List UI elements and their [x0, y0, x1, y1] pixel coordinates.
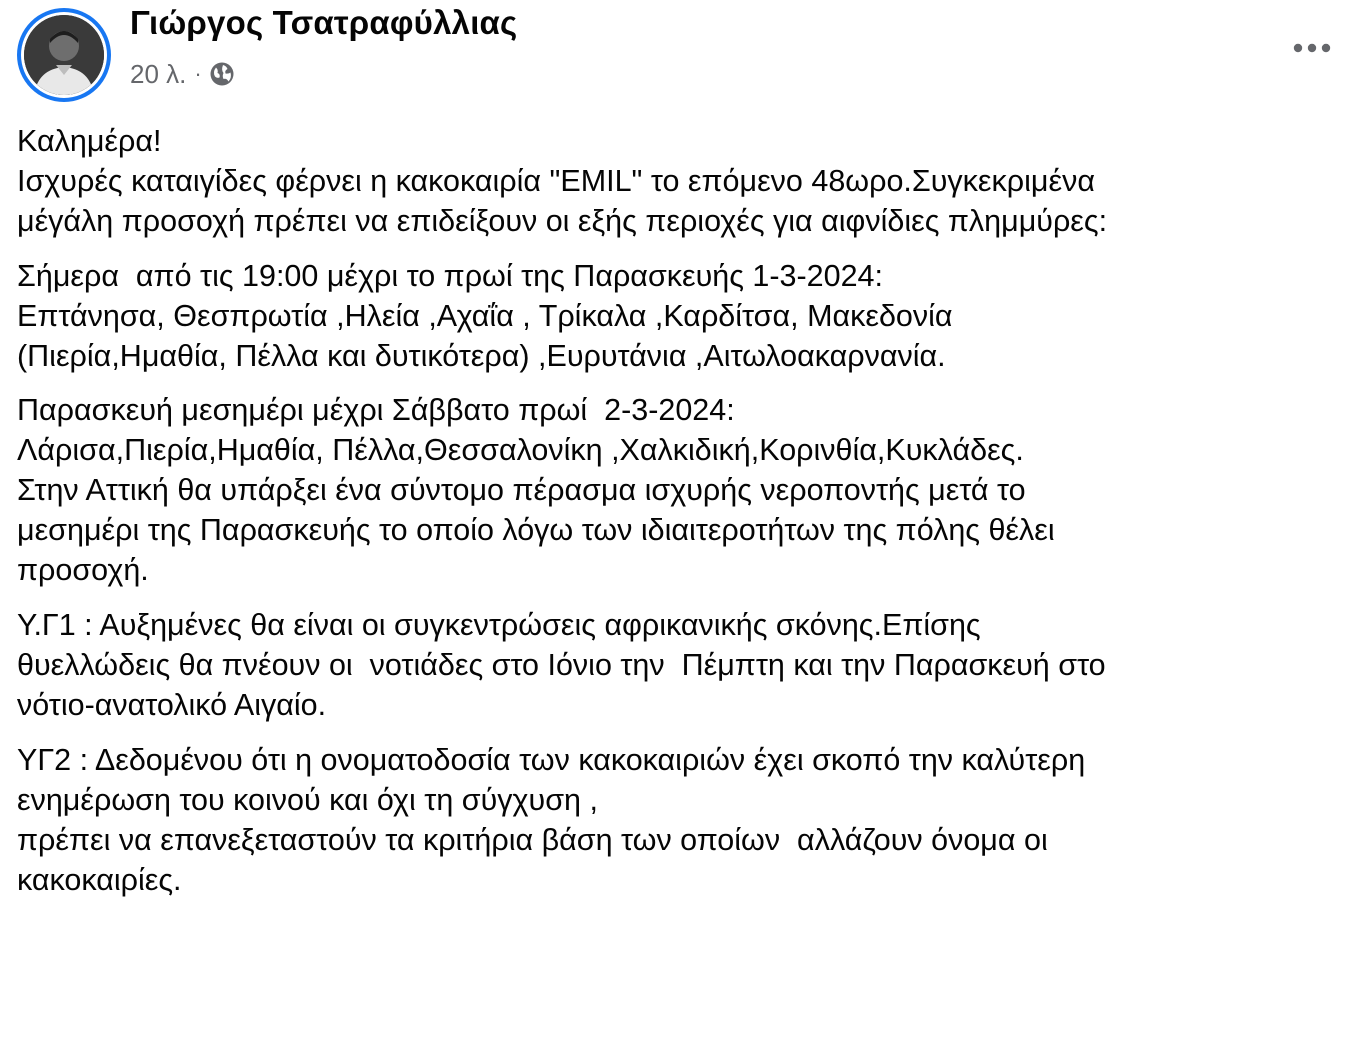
post-meta: [130, 56, 235, 92]
post-timestamp[interactable]: 20 λ.: [130, 58, 187, 89]
avatar[interactable]: [17, 8, 111, 102]
avatar-photo: [24, 15, 104, 95]
globe-icon[interactable]: [209, 61, 235, 87]
post-text-line: μεσημέρι της Παρασκευής το οποίο λόγω των ιδιαιτεροτήτων της πόλης θέλει: [17, 513, 1055, 548]
avatar-border: [21, 12, 107, 98]
post-text-line: Στην Αττική θα υπάρξει ένα σύντομο πέρασμα ισχυρής νεροποντής μετά το: [17, 473, 1026, 508]
post-text-line: μέγάλη προσοχή πρέπει να επιδείξουν οι εξής περιοχές για αιφνίδιες πλημμύρες:: [17, 204, 1108, 238]
post-header: [0, 0, 1360, 110]
post-text-line: προσοχή.: [17, 553, 149, 588]
post-text-line: Υ.Γ1 : Αυξημένες θα είναι οι συγκεντρώσεις αφρικανικής σκόνης.Επίσης: [17, 608, 981, 643]
post-body: [17, 121, 1347, 914]
post-text-line: θυελλώδεις θα πνέουν οι νοτιάδες στο Ιόνιο την Πέμπτη και την Παρασκευή στο: [17, 648, 1106, 683]
post-text-line: Επτάνησα, Θεσπρωτία ,Ηλεία ,Αχαΐα , Τρίκαλα ,Καρδίτσα, Μακεδονία: [17, 298, 953, 333]
post-text-line: κακοκαιρίες.: [17, 862, 182, 897]
post-paragraph: [17, 256, 1347, 376]
post-text-line: νότιο-ανατολικό Αιγαίο.: [17, 688, 327, 723]
post-text-line: Σήμερα από τις 19:00 μέχρι το πρωί της Παρασκευής 1-3-2024:: [17, 258, 883, 293]
post-paragraph: [17, 390, 1347, 590]
post-paragraph: [17, 121, 1347, 241]
post-paragraph: [17, 605, 1347, 725]
more-horizontal-icon: [1292, 42, 1332, 54]
person-silhouette-icon: [24, 15, 104, 95]
more-options-button[interactable]: [1282, 26, 1342, 70]
post-text-line: Καλημέρα!: [17, 124, 162, 158]
post-text-line: ενημέρωση του κοινού και όχι τη σύγχυση ,: [17, 782, 598, 817]
post-text-line: Λάρισα,Πιερία,Ημαθία, Πέλλα,Θεσσαλονίκη ,Χαλκιδική,Κορινθία,Κυκλάδες.: [17, 433, 1024, 468]
post-text-line: πρέπει να επανεξεταστούν τα κριτήρια βάση των οποίων αλλάζουν όνομα οι: [17, 822, 1048, 857]
author-name[interactable]: Γιώργος Τσατραφύλλιας: [130, 4, 518, 41]
post-text-line: Παρασκευή μεσημέρι μέχρι Σάββατο πρωί 2-3-2024:: [17, 393, 735, 428]
post-text-line: ΥΓ2 : Δεδομένου ότι η ονοματοδοσία των κακοκαιριών έχει σκοπό την καλύτερη: [17, 742, 1086, 777]
post-paragraph: [17, 740, 1347, 900]
meta-separator: ·: [194, 61, 202, 86]
post-text-line: Ισχυρές καταιγίδες φέρνει η κακοκαιρία "EMIL" το επόμενο 48ωρο.Συγκεκριμένα: [17, 164, 1095, 198]
post-text-line: (Πιερία,Ημαθία, Πέλλα και δυτικότερα) ,Ευρυτάνια ,Αιτωλοακαρνανία.: [17, 338, 946, 373]
